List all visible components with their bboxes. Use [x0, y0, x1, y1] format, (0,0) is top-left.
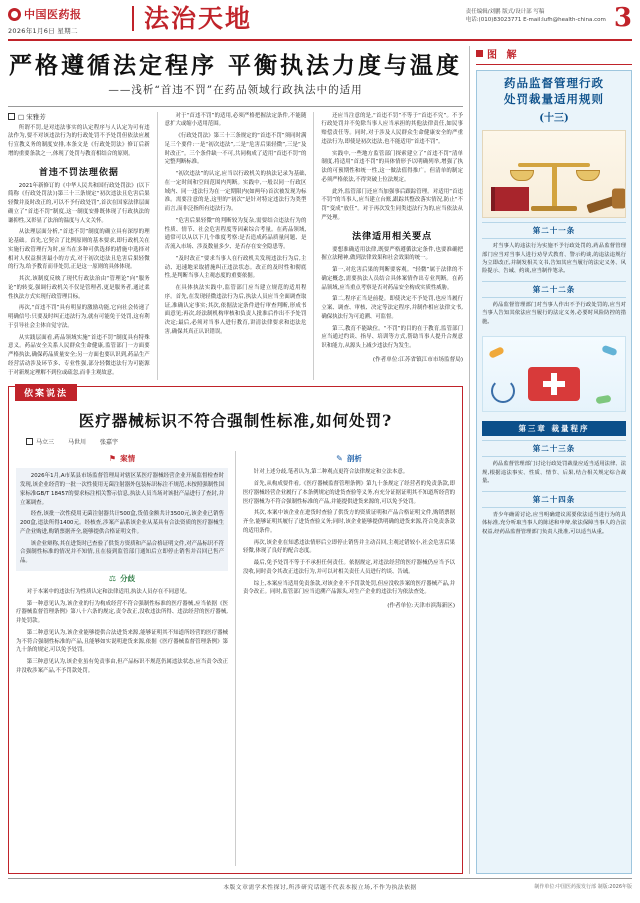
gavel-icon	[586, 196, 617, 214]
case-author-1	[26, 437, 54, 446]
paragraph: 对于“首违不罚”的适用,必须严格把握法定条件,不能随意扩大或缩小适用范围。	[164, 112, 307, 128]
publication-date: 2026年1月6日 星期二	[8, 27, 78, 35]
scale-post-icon	[552, 165, 557, 207]
pill-icon	[601, 345, 617, 357]
paragraph: 《行政处罚法》第三十三条规定的“首违不罚”须同时满足三个要件:一是“初次违法”,二是“危害后果轻微”,三是“及时改正”。三个条件缺一不可,共同构成了适用“首违不罚”的完整判断标准。	[164, 133, 307, 166]
scale-pan-right-icon	[576, 170, 600, 181]
paragraph: 实践中,一些地方监管部门探索建立了“首违不罚”清单制度,将适用“首违不罚”的具体情形予以明确列举,增强了执法的可预期性和统一性,这一做法值得推广。但清单的制定必须严格依法,不得突破上位法规定。	[321, 150, 464, 183]
case-tag-wrapper	[15, 381, 455, 401]
case-column-2	[243, 451, 455, 866]
credits-line-2: 电话:(010)83023771 E-mail:lufh@health-china.com	[465, 17, 606, 24]
scale-base-icon	[531, 206, 577, 211]
medical-kit-pills-illustration	[482, 336, 626, 412]
paragraph: 所谓不罚,是对违法事实的认定程序与人认定为可有违法作为,要不对该违法行为的行政处罚不予处罚但依法应履行宣教义务的制度安排,本条文是《行政处罚法》修订后新增的重要条款之一,体现了处罚与教育相结合的原则。	[8, 124, 150, 157]
case-subhead-label: 案情	[120, 454, 136, 464]
page-footer	[8, 878, 632, 891]
paragraph: 再次,该企业在知悉违法情形后立即停止销售并主动召回,主观过错较小,社会危害后果轻微,体现了良好的配合态度。	[243, 539, 455, 555]
case-subhead-analysis	[243, 453, 455, 464]
sidebar-item-label: 第二十一条	[482, 222, 626, 239]
sidebar-item-text: 药品监督管理部门讨论行政处罚裁量应适当适用法律、法规,根据违法事实、性质、情节、后果,结合相关规定综合裁量。	[482, 461, 626, 485]
masthead-credits	[466, 8, 606, 25]
paragraph: 第三,教育不能缺位。“不罚”的目的在于教育,监管部门应当通过约谈、指导、培训等方式,帮助当事人提升合规意识和能力,从源头上减少违法行为发生。	[321, 325, 464, 350]
case-subhead-label: 剖析	[346, 454, 362, 464]
sidebar-item-text: 对当事人的违法行为实施不予行政处罚的,药品监督管理部门应当对当事人进行劝导式教育、警示约谈,的违法违规行为立即改正,并制发相关文书,告知其应当履行的法定义务、风险提示、告诫、约谈,应当制作笔录。	[482, 243, 626, 275]
paragraph: 此外,监管部门还应当加强事后跟踪管理。对适用“首违不罚”的当事人,应当建立台账,跟踪其整改落实情况,防止“不罚”变成“放任”。对于再次发生同类违法行为的,应当依法从严处理。	[321, 188, 464, 221]
case-subhead-label: 分歧	[120, 573, 136, 583]
subsection-title: 首违不罚法理依据	[38, 167, 119, 178]
square-icon	[476, 50, 483, 57]
sidebar-item-label: 第二十二条	[482, 281, 626, 298]
case-headline: 医疗器械标识不符合强制性标准,如何处罚?	[78, 411, 393, 431]
scales-icon: ⚖	[108, 573, 117, 583]
paragraph: 第一,对危害后果的判断要客观。“轻微”属于法律的不确定概念,需要执法人员结合具体案情作出专业判断。在药品领域,应当重点考察是否对药品安全构成实质性威胁。	[321, 267, 464, 291]
paragraph: “危害后果轻微”的判断较为复杂,需要结合违法行为的性质、情节、社会危害程度等因素综合考量。在药品领域,通常可以从以下几个维度考察:是否造成药品质量问题、是否流入市场、涉及数量多少、是否存在安全隐患等。	[164, 217, 307, 251]
sidebar-item-22	[482, 281, 626, 326]
newspaper-logo	[8, 6, 128, 22]
page-subtitle: ——浅析“首违不罚”在药品领域行政执法中的适用	[108, 83, 363, 96]
sidebar-subtitle: (十三)	[539, 113, 569, 125]
square-icon	[26, 438, 33, 445]
sidebar-chapter-band: 第三章 裁量程序	[482, 421, 626, 436]
paragraph: 还应当注意的是,“首违不罚”不等于“首违不究”。不予行政处罚并不免除当事人应当承担的其他法律责任,如民事赔偿责任等。同时,对于涉及人民群众生命健康安全的严重违法行为,即使是初次违法,也不能适用“首违不罚”。	[321, 112, 464, 145]
paragraph: 第二种意见认为,该企业能够提供合法进货来源,能够证明其不知道所经营的医疗器械为不符合强制性标准的产品,且能够如实说明进货来源,依据《医疗器械监督管理条例》第九十条的规定,可以免予处罚。	[16, 629, 228, 654]
lead-article	[8, 112, 463, 381]
sidebar-item-label: 第二十四条	[482, 491, 626, 508]
paragraph: 该企业辩称,其在进货时已查验了供货方资质和产品合格证明文件,对产品标识不符合强制性标准的情况并不知情,且在接到监管部门通知后立即停止销售并召回已售产品。	[20, 540, 224, 565]
paragraph: 经查,该批一次性使用无菌注射器共计500盒,货值金额共计3500元,该企业已销售200盒,违法所得1400元。经核查,涉案产品系该企业从某具有合法资质的医疗器械生产企业购进,购销票据齐全,能够提供合格证明文件。	[20, 511, 224, 535]
section-banner	[132, 6, 252, 31]
sidebar-header-label: 图 解	[487, 50, 520, 61]
case-author-3	[100, 437, 118, 446]
case-column-1	[16, 451, 228, 866]
paragraph: “初次违法”的认定,应当以行政机关的执法记录为基础,在一定时间和空间范围内判断。实践中,一般以同一行政区域内、同一违法行为在一定期限内(如两年)首次被发现为标准。需要注意的是,这里的“初次”是针对特定违法行为类型而言,而非泛指所有违法行为。	[164, 171, 307, 213]
paragraph: 从实践层面看,药品领域实施“首违不罚”制度具有特殊意义。药品安全关系人民群众生命健康,监管部门一方面要严格执法,确保药品质量安全;另一方面也要认识到,药品生产经营活动涉及环节多、专业性强,部分轻微违法行为可能源于对新规定理解不到位或疏忽,而非主观故意。	[8, 334, 150, 376]
author-name: □ 宋雅芳	[18, 112, 46, 121]
paragraph: 第二,程序正当是前提。即使决定不予处罚,也应当履行立案、调查、审核、决定等法定程序,并制作相应法律文书,确保执法行为可追溯、可监督。	[321, 296, 464, 320]
column-divider	[313, 112, 314, 381]
case-subhead-facts	[16, 453, 228, 464]
newspaper-name: 中国医药报	[24, 8, 82, 21]
author-name: 马世川	[68, 439, 87, 447]
masthead	[8, 3, 632, 41]
article-byline	[8, 112, 150, 121]
main-content	[8, 46, 463, 874]
divider	[8, 106, 463, 107]
paragraph: 其次,本案中该企业在进货时查验了供货方的资质证明和产品合格证明文件,购销票据齐全,能够证明其履行了进货查验义务;同时,该企业能够提供明确的进货来源,符合免责条款的适用条件。	[243, 510, 455, 534]
sidebar-item-text: 药品监督管理部门对当事人作出不予行政处罚的,应当对当事人告知其依法应当履行的法定义务,必要时风险防控的措施。	[482, 301, 626, 325]
circle-logo-icon	[8, 8, 21, 21]
article-source: (作者单位:江苏省镇江市市场监督局)	[372, 356, 464, 363]
paragraph: 第一种意见认为,该企业的行为构成经营不符合强制性标准的医疗器械,应当依据《医疗器械监督管理条例》第八十六条的规定,责令改正,没收违法所得、违法经营的医疗器械,并处罚款。	[16, 600, 228, 625]
sidebar-item-text: 青少年确需讨论,应当明确建议需要依法适当进行为的具体标准,充分听取当事人的陈述和申辩,依法保障当事人的合法权益,经药品监督管理部门负责人批准,可以适当从重。	[482, 511, 626, 535]
case-byline	[16, 437, 455, 446]
masthead-left	[8, 6, 128, 35]
page-number: 3	[613, 3, 632, 33]
footer-imprint: 制作单位:中国医药报发行部 制版:2026年版	[534, 884, 632, 890]
page-title: 严格遵循法定程序 平衡执法力度与温度	[8, 52, 462, 79]
paragraph: 再次,“首违不罚”具有明显的激励功能,它向社会传递了明确信号:只要及时纠正违法行为,就有可能免于处罚,这有利于引导社会主体自觉守法。	[8, 305, 150, 329]
case-columns	[16, 451, 455, 866]
sidebar	[469, 46, 632, 874]
paragraph: 2026年1月,A市某县市场监督管理局对辖区某医疗器械经营企业开展监督检查时发现,该企业经营的一批一次性使用无菌注射器外包装标识标注不规范,未按照强制性国家标准GB/T 18457的要求标注相关警示信息,执法人员当场对该批产品进行了查封,并立案调查。	[20, 473, 224, 506]
paragraph: 要想准确适用法律,既要严格遵循法定条件,也要准确把握立法精神,做到法律效果和社会效果的统一。	[321, 246, 464, 262]
author-name: 张嘉宇	[100, 439, 119, 447]
sidebar-title-line2: 处罚裁量适用规则	[504, 91, 604, 106]
sidebar-card	[476, 70, 632, 874]
column-divider	[235, 451, 236, 866]
lead-column-3	[321, 112, 463, 381]
scales-book-gavel-illustration	[482, 130, 626, 218]
square-icon	[8, 113, 15, 120]
pill-icon	[488, 346, 505, 359]
paragraph: 其次,该制度反映了现代行政法治由“管理论”向“服务论”的转变,强调行政机关不仅是管理者,更是服务者,通过柔性执法方式实现行政管理目标。	[8, 276, 150, 300]
section-title: 法治天地	[144, 4, 253, 33]
paragraph: 2021年新修订的《中华人民共和国行政处罚法》(以下简称《行政处罚法》)第三十三条规定“初次违法且危害后果轻微并及时改正的,可以不予行政处罚”,首次在国家法律层面确立了“首违不罚”制度,这一制度安排既体现了行政执法的谦抑性,又彰显了法治的温度与人文关怀。	[8, 182, 150, 224]
flag-icon: ⚑	[108, 454, 117, 464]
masthead-right	[252, 3, 632, 33]
divider	[476, 64, 632, 65]
case-subhead-dispute	[16, 573, 228, 584]
paragraph: 首先,从构成要件看,《医疗器械监督管理条例》第九十条规定了经营者的免责条款,即医疗器械经营企业履行了本条例规定的进货查验等义务,有充分证据证明其不知道所经营的医疗器械为不符合强制性标准的产品,并能提供进货来源的,可以免予处罚。	[243, 481, 455, 505]
footer-note: 本版文章需学术性探讨,所涉研究话题不代表本报立场,不作为执法依据	[223, 885, 417, 891]
scale-pan-left-icon	[510, 170, 534, 181]
case-author-2	[68, 437, 86, 446]
sidebar-item-23	[482, 440, 626, 485]
case-section-tag: 依案说法	[15, 384, 77, 401]
lead-column-2	[165, 112, 307, 381]
paragraph: 在具体执法实践中,监管部门应当建立规范的适用程序。首先,在发现轻微违法行为后,执法人员应当全面调查取证,准确认定事实;其次,依据法定条件进行审查判断,形成书面意见;再次,经法制机构审核和负责人批准后作出不予处罚决定;最后,必须对当事人进行教育,讲清法律要求和违法危害,确保其真正认识错误。	[164, 285, 307, 335]
subsection-title: 法律适用相关要点	[352, 231, 433, 242]
page-body	[8, 46, 632, 874]
author-name: 马立三	[36, 439, 55, 447]
paragraph: 最后,免予处罚不等于不承担任何责任。依据规定,对违法经营的医疗器械仍应当予以没收,同时责令其改正违法行为,并可以对相关责任人员进行约谈、告诫。	[243, 560, 455, 575]
case-facts-body	[16, 468, 228, 571]
case-source: (作者单位:天津市滨海新区)	[387, 603, 455, 610]
lead-column-1	[8, 112, 150, 381]
sidebar-title-line1: 药品监督管理行政	[504, 76, 604, 90]
pen-icon: ✎	[336, 454, 343, 464]
paragraph: 从法理层面分析,“首违不罚”制度的确立具有深厚的理论基础。首先,它契合了比例原则的基本要求,即行政机关在实施行政管理行为时,应当在多种可供选择的措施中选择对相对人权益损害最小的方式,对于初次违法且危害后果轻微的行为,给予教育而非处罚,正是这一原则的具体体现。	[8, 229, 150, 271]
pill-icon	[596, 395, 612, 404]
sidebar-item-21	[482, 222, 626, 276]
case-study-box	[8, 386, 463, 874]
sidebar-item-label: 第二十三条	[482, 440, 626, 457]
paragraph: 对于本案中的违法行为性质认定和法律适用,执法人员存在不同意见。	[26, 588, 191, 595]
sidebar-item-24	[482, 491, 626, 536]
paragraph: 针对上述分歧,笔者认为,第二种观点更符合法律规定和立法本意。	[253, 469, 409, 476]
paragraph: “及时改正”要求当事人在行政机关发现违法行为后,主动、迅速地采取措施纠正违法状态。改正的及时性和彻底性,是判断当事人主观态度的重要依据。	[164, 255, 307, 280]
law-book-icon	[491, 187, 529, 211]
paragraph: 综上,本案应当适用免责条款,对该企业不予罚款处罚,但应没收涉案的医疗器械产品,并责令改正。同时,监管部门应当追溯产品源头,对生产企业的违法行为依法查处。	[243, 580, 455, 596]
sidebar-header	[476, 46, 632, 61]
credits-line-1: 责任编辑/刘鹏 版式/设计部 写稿	[465, 9, 545, 15]
column-divider	[157, 112, 158, 381]
stethoscope-icon	[491, 379, 515, 403]
medical-kit-icon	[528, 367, 580, 401]
paragraph: 第三种意见认为,该企业虽有免责事由,但产品标识不规范仍属违法状态,应当责令改正并没收涉案产品,不予罚款处罚。	[16, 659, 228, 674]
